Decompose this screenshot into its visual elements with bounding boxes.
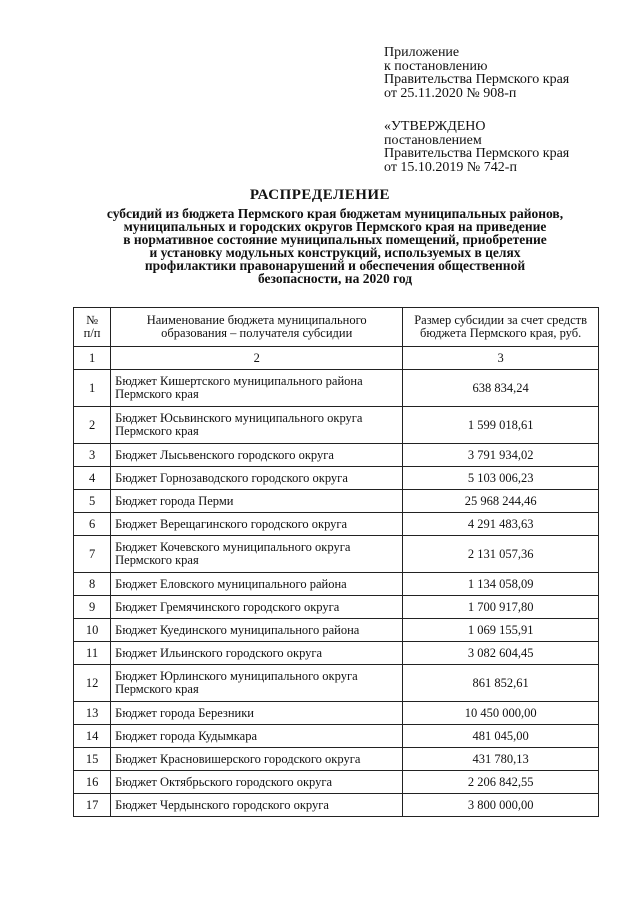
table-row xyxy=(74,665,599,702)
table-row xyxy=(74,490,599,513)
row-number: 8 xyxy=(74,573,111,596)
row-amount: 10 450 000,00 xyxy=(403,702,599,725)
subtitle-line: субсидий из бюджета Пермского края бюджетам муниципальных районов, xyxy=(106,206,564,221)
row-number: 4 xyxy=(74,467,111,490)
table-row xyxy=(74,794,599,817)
table-header-row xyxy=(74,308,599,347)
row-number: 16 xyxy=(74,771,111,794)
row-amount: 1 134 058,09 xyxy=(403,573,599,596)
row-amount: 3 082 604,45 xyxy=(403,642,599,665)
header-amount: Размер субсидии за счет средств бюджета Пермского края, руб. xyxy=(403,308,599,347)
row-number: 9 xyxy=(74,596,111,619)
table-row xyxy=(74,596,599,619)
row-amount: 1 069 155,91 xyxy=(403,619,599,642)
distribution-table xyxy=(73,307,599,817)
row-amount: 431 780,13 xyxy=(403,748,599,771)
approved-block xyxy=(384,120,569,174)
row-number: 12 xyxy=(74,665,111,702)
table-row xyxy=(74,573,599,596)
row-number: 15 xyxy=(74,748,111,771)
table-row xyxy=(74,642,599,665)
approved-line: Правительства Пермского края xyxy=(384,146,570,161)
appendix-line: Правительства Пермского края xyxy=(384,72,570,87)
row-budget-name: Бюджет Еловского муниципального района xyxy=(111,573,403,596)
table-row xyxy=(74,619,599,642)
table-row xyxy=(74,370,599,407)
row-number: 1 xyxy=(74,370,111,407)
column-index-cell: 1 xyxy=(74,347,111,370)
header-name: Наименование бюджета муниципального образования – получателя субсидии xyxy=(111,308,403,347)
row-budget-name: Бюджет Юрлинского муниципального округа Пермского края xyxy=(111,665,403,702)
subtitle-line: в нормативное состояние муниципальных помещений, приобретение xyxy=(123,232,547,247)
row-budget-name: Бюджет Чердынского городского округа xyxy=(111,794,403,817)
row-budget-name: Бюджет Юсьвинского муниципального округа Пермского края xyxy=(111,407,403,444)
table-row xyxy=(74,748,599,771)
table-row xyxy=(74,444,599,467)
row-amount: 481 045,00 xyxy=(403,725,599,748)
document-title: РАСПРЕДЕЛЕНИЕ xyxy=(249,187,391,203)
column-index-cell: 2 xyxy=(111,347,403,370)
header-num: № п/п xyxy=(74,308,111,347)
row-amount: 861 852,61 xyxy=(403,665,599,702)
row-budget-name: Бюджет Лысьвенского городского округа xyxy=(111,444,403,467)
column-index-row xyxy=(74,347,599,370)
appendix-block xyxy=(384,46,569,100)
row-budget-name: Бюджет города Березники xyxy=(111,702,403,725)
row-budget-name: Бюджет Кочевского муниципального округа Пермского края xyxy=(111,536,403,573)
document-subtitle xyxy=(60,207,610,285)
row-budget-name: Бюджет Горнозаводского городского округа xyxy=(111,467,403,490)
row-budget-name: Бюджет Гремячинского городского округа xyxy=(111,596,403,619)
subtitle-line: безопасности, на 2020 год xyxy=(257,271,413,286)
row-budget-name: Бюджет Кишертского муниципального района Пермского края xyxy=(111,370,403,407)
approved-line: от 15.10.2019 № 742-п xyxy=(384,159,517,175)
table-row xyxy=(74,536,599,573)
row-amount: 638 834,24 xyxy=(403,370,599,407)
row-amount: 5 103 006,23 xyxy=(403,467,599,490)
row-budget-name: Бюджет города Кудымкара xyxy=(111,725,403,748)
table-row xyxy=(74,771,599,794)
row-budget-name: Бюджет Куединского муниципального района xyxy=(111,619,403,642)
row-amount: 2 131 057,36 xyxy=(403,536,599,573)
row-number: 6 xyxy=(74,513,111,536)
column-index-cell: 3 xyxy=(403,347,599,370)
row-budget-name: Бюджет Верещагинского городского округа xyxy=(111,513,403,536)
row-budget-name: Бюджет Ильинского городского округа xyxy=(111,642,403,665)
subtitle-line: профилактики правонарушений и обеспечения общественной xyxy=(144,258,526,273)
row-number: 11 xyxy=(74,642,111,665)
row-amount: 2 206 842,55 xyxy=(403,771,599,794)
row-number: 7 xyxy=(74,536,111,573)
appendix-line: к постановлению xyxy=(384,58,488,74)
table-row xyxy=(74,725,599,748)
appendix-line: Приложение xyxy=(384,45,460,60)
approved-line: постановлением xyxy=(384,132,482,148)
table-row xyxy=(74,467,599,490)
row-number: 13 xyxy=(74,702,111,725)
subtitle-line: муниципальных и городских округов Пермского края на приведение xyxy=(123,219,547,234)
row-amount: 1 700 917,80 xyxy=(403,596,599,619)
row-number: 2 xyxy=(74,407,111,444)
row-amount: 3 791 934,02 xyxy=(403,444,599,467)
row-number: 17 xyxy=(74,794,111,817)
row-amount: 4 291 483,63 xyxy=(403,513,599,536)
approved-line: «УТВЕРЖДЕНО xyxy=(384,119,486,134)
table-row xyxy=(74,407,599,444)
row-number: 3 xyxy=(74,444,111,467)
row-number: 5 xyxy=(74,490,111,513)
row-number: 10 xyxy=(74,619,111,642)
row-number: 14 xyxy=(74,725,111,748)
row-budget-name: Бюджет Октябрьского городского округа xyxy=(111,771,403,794)
row-amount: 3 800 000,00 xyxy=(403,794,599,817)
subtitle-line: и установку модульных конструкций, используемых в целях xyxy=(149,245,521,260)
row-amount: 1 599 018,61 xyxy=(403,407,599,444)
table-row xyxy=(74,702,599,725)
table-row xyxy=(74,513,599,536)
row-budget-name: Бюджет города Перми xyxy=(111,490,403,513)
row-budget-name: Бюджет Красновишерского городского округа xyxy=(111,748,403,771)
appendix-line: от 25.11.2020 № 908-п xyxy=(384,85,517,101)
row-amount: 25 968 244,46 xyxy=(403,490,599,513)
